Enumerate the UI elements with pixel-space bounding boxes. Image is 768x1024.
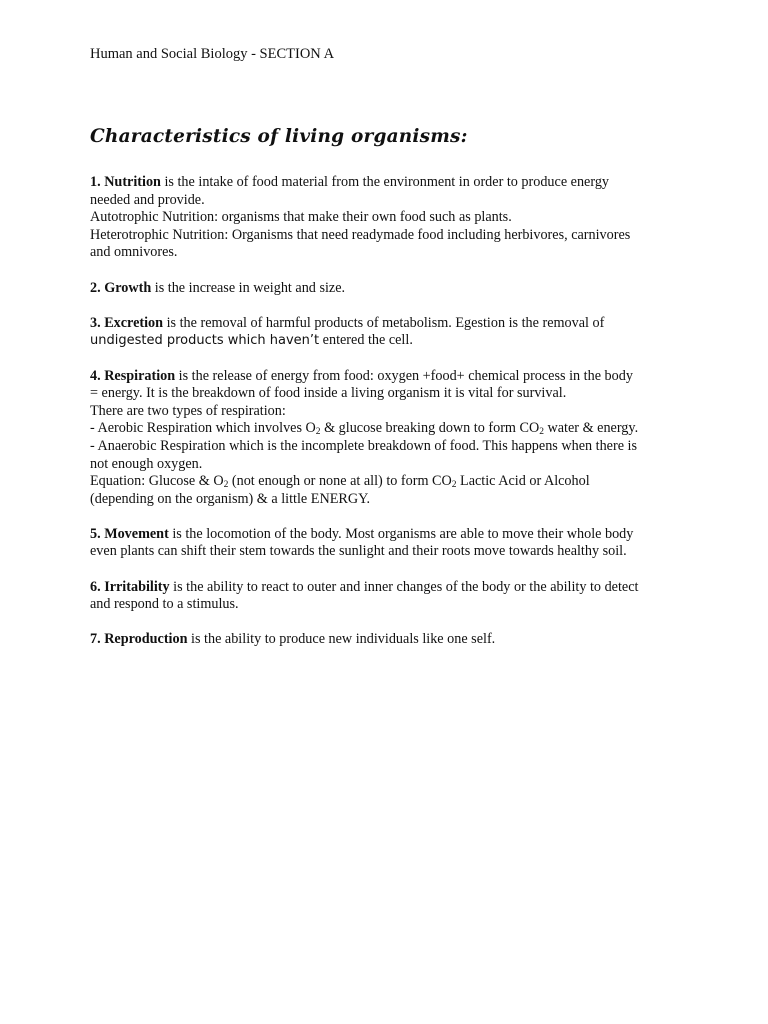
item-reproduction (90, 631, 682, 649)
item-respiration (90, 368, 682, 509)
item-growth (90, 280, 682, 298)
heterotrophic-nutrition-cont: and omnivores. (90, 244, 178, 261)
item-excretion (90, 315, 682, 350)
irritability-heading: 6. Irritability (90, 578, 170, 595)
anaerobic-respiration-cont: not enough oxygen. (90, 455, 203, 472)
respiration-line-2: = energy. It is the breakdown of food inside a living organism it is vital for survival. (90, 385, 567, 402)
nutrition-heading: 1. Nutrition (90, 174, 161, 190)
excretion-heading: 3. Excretion (90, 314, 164, 331)
anaerobic-respiration: - Anaerobic Respiration which is the incomplete breakdown of food. This happens when there is (90, 437, 638, 454)
movement-line-2: even plants can shift their stem towards the sunlight and their roots move towards healthy soil. (90, 543, 627, 560)
movement-line-1: 5. Movement is the locomotion of the body. Most organisms are able to move their whole body (90, 525, 634, 542)
irritability-line-1: 6. Irritability is the ability to react to outer and inner changes of the body or the ability to detect (90, 578, 639, 595)
respiration-heading: 4. Respiration (90, 367, 176, 384)
reproduction-line-1: 7. Reproduction is the ability to produce new individuals like one self. (90, 631, 496, 648)
autotrophic-nutrition: Autotrophic Nutrition: organisms that make their own food such as plants. (90, 209, 512, 226)
growth-heading: 2. Growth (90, 279, 152, 296)
nutrition-line-2: needed and provide. (90, 191, 205, 208)
excretion-line-1: 3. Excretion is the removal of harmful products of metabolism. Egestion is the removal of (90, 314, 605, 331)
nutrition-line-1: 1. Nutrition is the intake of food material from the environment in order to produce energy (90, 174, 610, 190)
respiration-types-intro: There are two types of respiration: (90, 402, 286, 419)
page-title: Characteristics of living organisms: (90, 126, 468, 147)
heterotrophic-nutrition: Heterotrophic Nutrition: Organisms that need readymade food including herbivores, carnivores (90, 226, 631, 243)
item-irritability (90, 579, 682, 614)
excretion-line-2: undigested products which haven’t entered the cell. (90, 332, 413, 349)
respiration-line-1: 4. Respiration is the release of energy from food: oxygen +food+ chemical process in the body (90, 367, 633, 384)
respiration-equation: Equation: Glucose & $O_2$ (not enough or none at all) to form $CO_2$ Lactic Acid or Alcohol (90, 473, 590, 491)
respiration-equation-cont: (depending on the organism) & a little ENERGY. (90, 490, 371, 507)
document-body (90, 174, 682, 667)
movement-heading: 5. Movement (90, 525, 169, 542)
reproduction-heading: 7. Reproduction (90, 631, 188, 648)
item-movement (90, 526, 682, 561)
irritability-line-2: and respond to a stimulus. (90, 596, 239, 613)
item-nutrition (90, 174, 682, 262)
page-header: Human and Social Biology - SECTION A (90, 46, 335, 62)
aerobic-respiration: - Aerobic Respiration which involves $O_2$ & glucose breaking down to form $CO_2$ water & energy. (90, 420, 639, 438)
growth-line-1: 2. Growth is the increase in weight and size. (90, 279, 346, 296)
